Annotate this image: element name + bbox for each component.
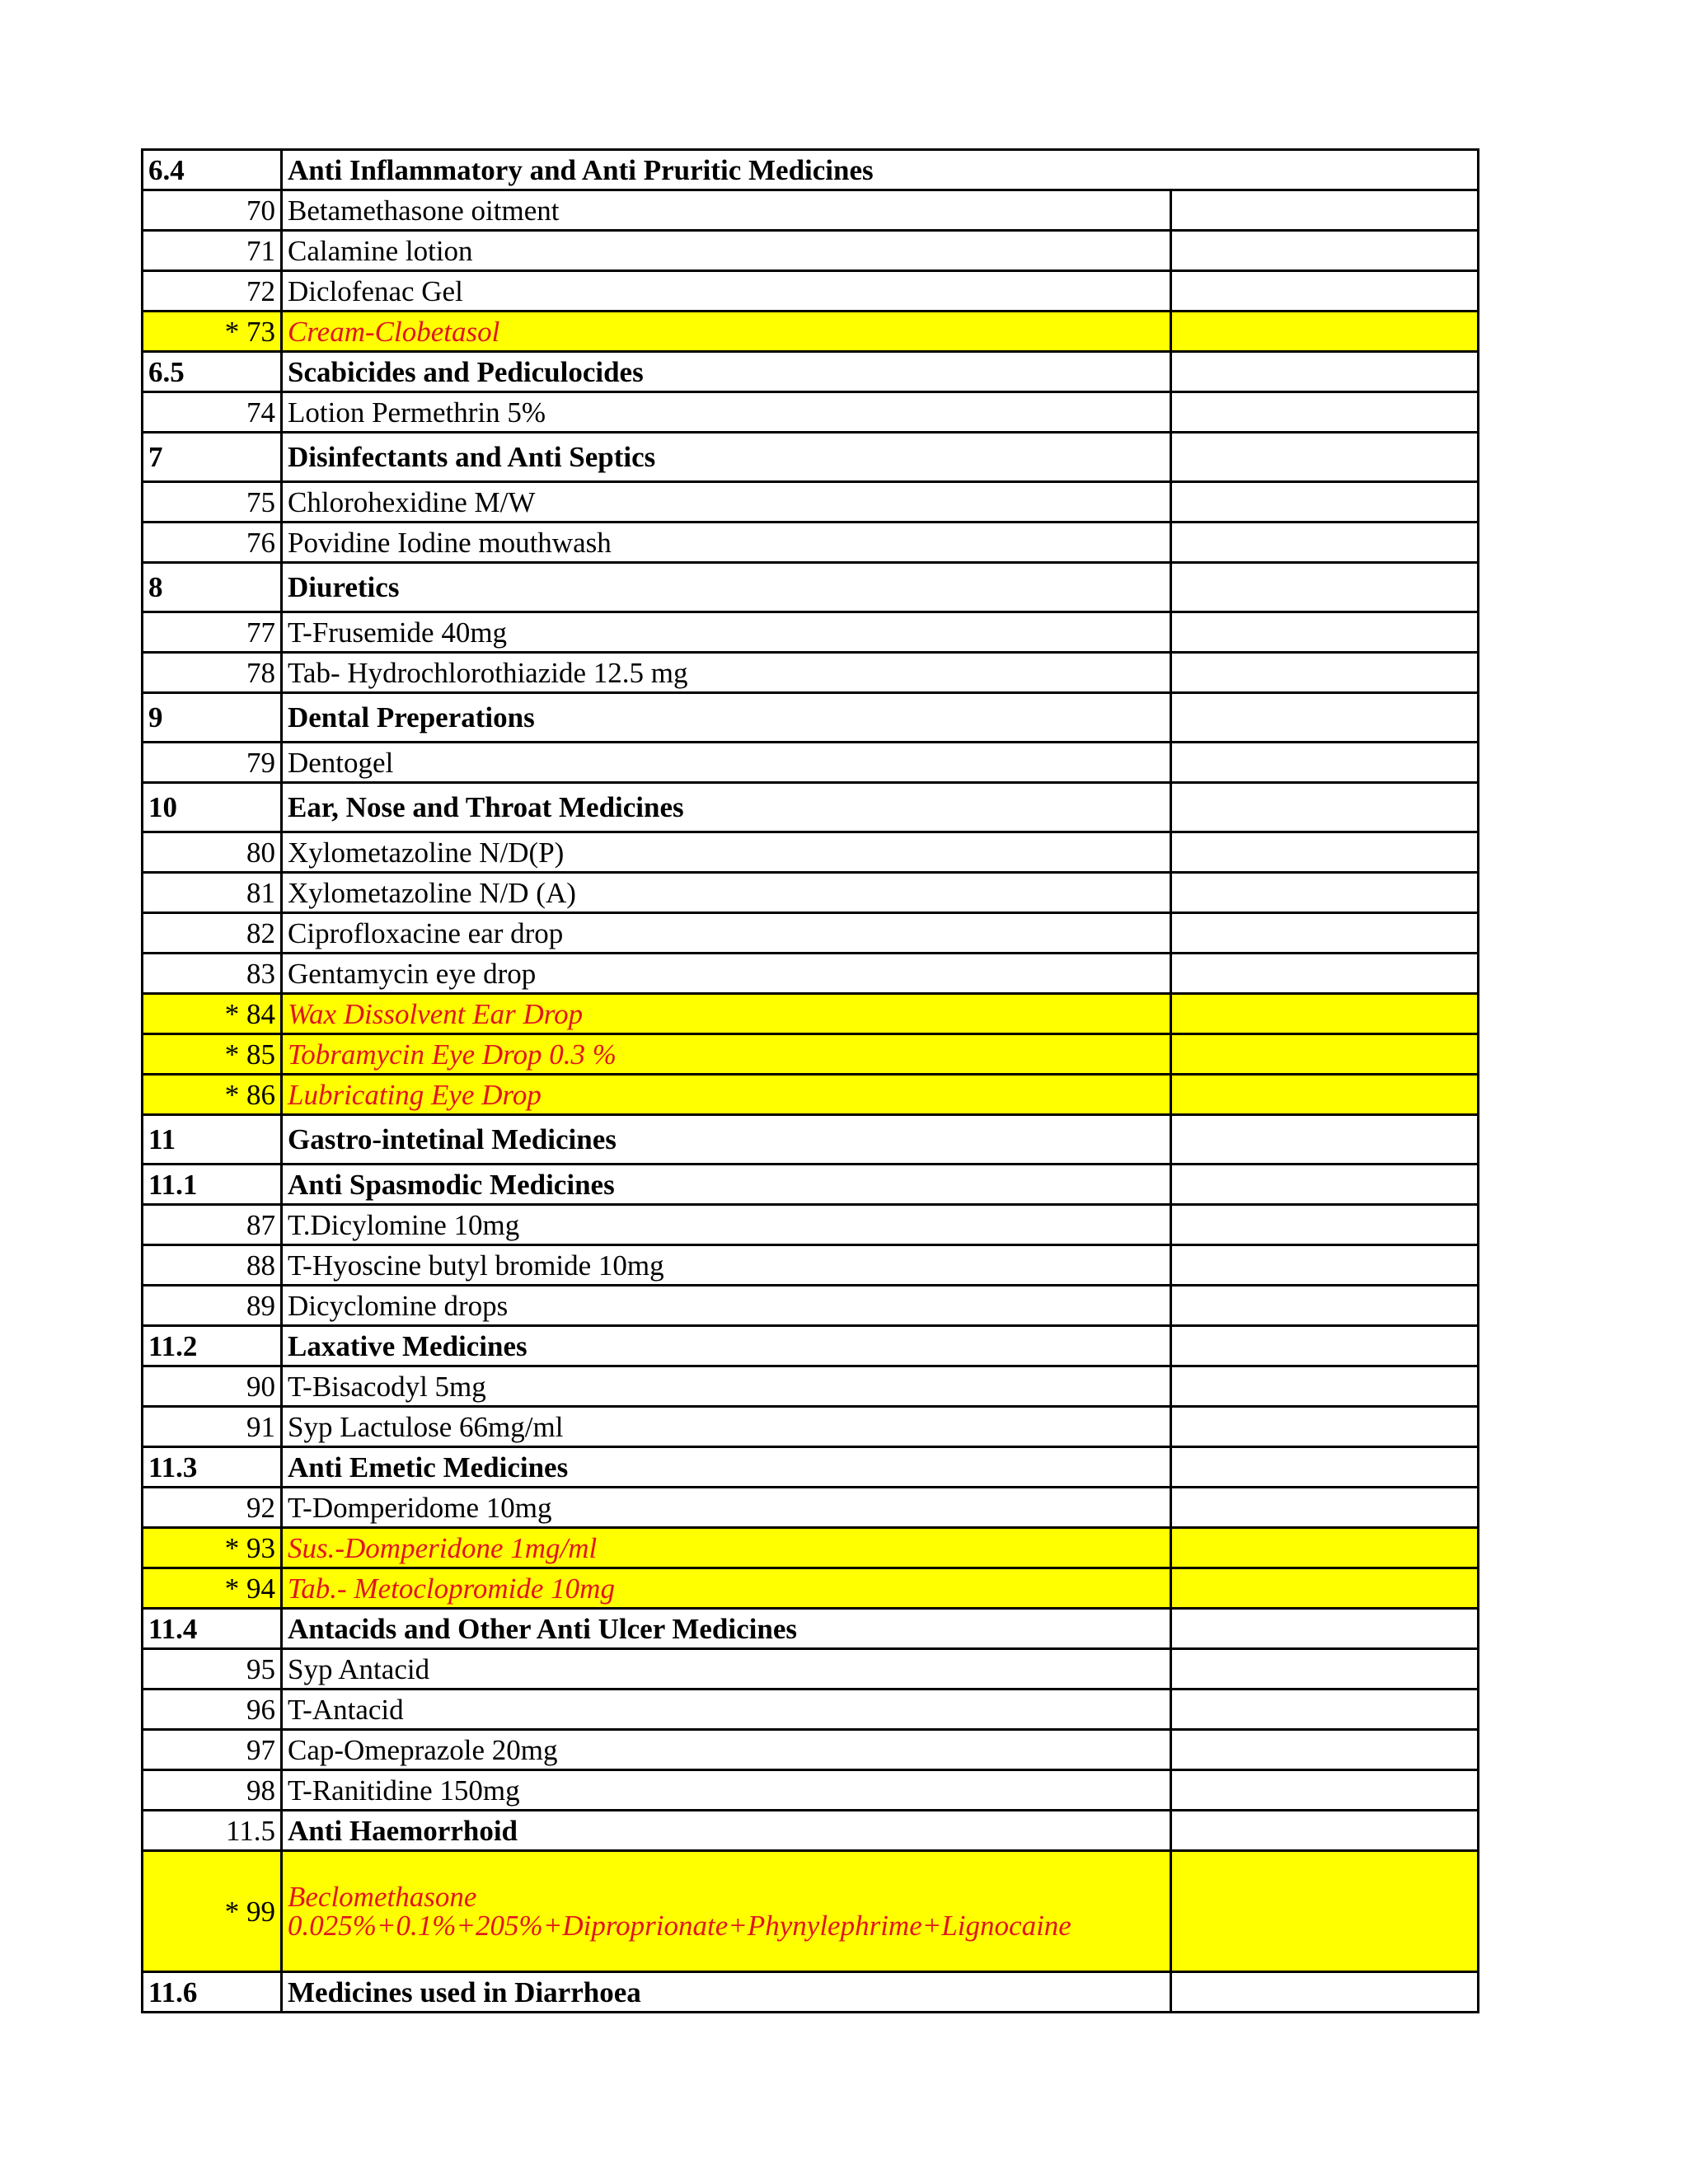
table-row [143,1115,1479,1165]
row-number: 11.3 [143,1447,282,1488]
row-name: T-Domperidome 10mg [282,1488,1171,1528]
table-row [143,1972,1479,2013]
row-extra-cell [1171,1609,1479,1649]
row-name: Anti Inflammatory and Anti Pruritic Medicines [282,150,1479,190]
row-name: Dentogel [282,743,1171,783]
row-name: Xylometazoline N/D (A) [282,873,1171,913]
row-number: * 86 [143,1075,282,1115]
row-extra-cell [1171,1407,1479,1447]
table-row [143,783,1479,832]
table-row [143,1447,1479,1488]
row-number: 6.5 [143,352,282,392]
row-number: 91 [143,1407,282,1447]
row-number: 72 [143,271,282,312]
row-name: Chlorohexidine M/W [282,482,1171,523]
row-name: Sus.-Domperidone 1mg/ml [282,1528,1171,1568]
table-row [143,954,1479,994]
row-number: * 73 [143,312,282,352]
table-row [143,1326,1479,1366]
row-number: 89 [143,1286,282,1326]
row-number: 87 [143,1205,282,1245]
row-number: 11.4 [143,1609,282,1649]
row-name: T-Bisacodyl 5mg [282,1366,1171,1407]
row-name: Wax Dissolvent Ear Drop [282,994,1171,1034]
row-number: 83 [143,954,282,994]
row-extra-cell [1171,1488,1479,1528]
row-name: Xylometazoline N/D(P) [282,832,1171,873]
row-number: 80 [143,832,282,873]
table-row [143,1205,1479,1245]
row-name: T-Frusemide 40mg [282,612,1171,653]
row-name: T-Antacid [282,1690,1171,1730]
row-name: Syp Lactulose 66mg/ml [282,1407,1171,1447]
row-extra-cell [1171,190,1479,231]
table-row [143,1407,1479,1447]
row-name: Diuretics [282,563,1171,612]
row-number: * 85 [143,1034,282,1075]
row-extra-cell [1171,954,1479,994]
table-row [143,352,1479,392]
row-number: 97 [143,1730,282,1770]
row-name: T-Ranitidine 150mg [282,1770,1171,1811]
table-row [143,1286,1479,1326]
row-extra-cell [1171,392,1479,433]
row-name: Anti Spasmodic Medicines [282,1165,1171,1205]
row-name: Anti Haemorrhoid [282,1811,1171,1851]
table-row [143,1568,1479,1609]
row-extra-cell [1171,783,1479,832]
row-name: Calamine lotion [282,231,1171,271]
row-extra-cell [1171,1730,1479,1770]
row-extra-cell [1171,873,1479,913]
table-row [143,1245,1479,1286]
row-number: 82 [143,913,282,954]
row-number: 9 [143,693,282,743]
row-extra-cell [1171,1528,1479,1568]
row-number: * 93 [143,1528,282,1568]
row-extra-cell [1171,1205,1479,1245]
row-name: Ear, Nose and Throat Medicines [282,783,1171,832]
row-name: T.Dicylomine 10mg [282,1205,1171,1245]
table-row [143,312,1479,352]
table-row [143,612,1479,653]
row-name: Gentamycin eye drop [282,954,1171,994]
row-number: * 84 [143,994,282,1034]
table-row [143,1366,1479,1407]
table-row [143,1075,1479,1115]
row-number: 11 [143,1115,282,1165]
medicines-table [141,148,1479,2013]
row-extra-cell [1171,1286,1479,1326]
row-extra-cell [1171,612,1479,653]
row-number: 76 [143,523,282,563]
row-number: 92 [143,1488,282,1528]
row-extra-cell [1171,743,1479,783]
row-extra-cell [1171,1770,1479,1811]
row-extra-cell [1171,433,1479,482]
row-number: 90 [143,1366,282,1407]
row-extra-cell [1171,1115,1479,1165]
table-row [143,392,1479,433]
row-name: Scabicides and Pediculocides [282,352,1171,392]
row-number: 8 [143,563,282,612]
table-row [143,1730,1479,1770]
row-number: 11.5 [143,1811,282,1851]
row-extra-cell [1171,482,1479,523]
table-row [143,832,1479,873]
row-number: 10 [143,783,282,832]
row-number: 6.4 [143,150,282,190]
row-extra-cell [1171,1034,1479,1075]
row-number: 11.6 [143,1972,282,2013]
row-name: Ciprofloxacine ear drop [282,913,1171,954]
row-extra-cell [1171,1811,1479,1851]
row-extra-cell [1171,1326,1479,1366]
row-number: 74 [143,392,282,433]
row-name: Laxative Medicines [282,1326,1171,1366]
row-extra-cell [1171,913,1479,954]
row-extra-cell [1171,1972,1479,2013]
row-number: 71 [143,231,282,271]
table-row [143,523,1479,563]
row-name: Antacids and Other Anti Ulcer Medicines [282,1609,1171,1649]
row-extra-cell [1171,1690,1479,1730]
row-number: 70 [143,190,282,231]
table-row [143,1488,1479,1528]
row-name: Cream-Clobetasol [282,312,1171,352]
row-name: Tab- Hydrochlorothiazide 12.5 mg [282,653,1171,693]
row-extra-cell [1171,994,1479,1034]
table-row [143,1690,1479,1730]
row-name: Diclofenac Gel [282,271,1171,312]
table-row [143,994,1479,1034]
row-name: Dicyclomine drops [282,1286,1171,1326]
row-extra-cell [1171,1075,1479,1115]
row-number: 78 [143,653,282,693]
table-row [143,1811,1479,1851]
row-extra-cell [1171,523,1479,563]
row-number: 81 [143,873,282,913]
row-name: Lubricating Eye Drop [282,1075,1171,1115]
row-extra-cell [1171,352,1479,392]
table-row [143,271,1479,312]
row-extra-cell [1171,1165,1479,1205]
row-number: 95 [143,1649,282,1690]
row-name: Tobramycin Eye Drop 0.3 % [282,1034,1171,1075]
row-number: 11.2 [143,1326,282,1366]
table-row [143,653,1479,693]
table-row [143,1649,1479,1690]
row-number: 98 [143,1770,282,1811]
table-row [143,563,1479,612]
row-number: 75 [143,482,282,523]
table-row [143,1851,1479,1972]
table-row [143,693,1479,743]
row-name: Syp Antacid [282,1649,1171,1690]
table-row [143,190,1479,231]
row-extra-cell [1171,563,1479,612]
table-row [143,150,1479,190]
row-name: Anti Emetic Medicines [282,1447,1171,1488]
row-name: Lotion Permethrin 5% [282,392,1171,433]
row-name: Beclomethasone 0.025%+0.1%+205%+Diproprionate+Phynylephrime+Lignocaine [282,1851,1171,1972]
table-row [143,1165,1479,1205]
row-name: T-Hyoscine butyl bromide 10mg [282,1245,1171,1286]
row-extra-cell [1171,1851,1479,1972]
row-number: * 99 [143,1851,282,1972]
row-name: Disinfectants and Anti Septics [282,433,1171,482]
table-row [143,1770,1479,1811]
table-row [143,433,1479,482]
row-extra-cell [1171,1447,1479,1488]
row-number: * 94 [143,1568,282,1609]
row-name: Cap-Omeprazole 20mg [282,1730,1171,1770]
row-extra-cell [1171,1245,1479,1286]
table-row [143,1528,1479,1568]
row-name: Medicines used in Diarrhoea [282,1972,1171,2013]
table-row [143,1609,1479,1649]
row-number: 96 [143,1690,282,1730]
row-extra-cell [1171,693,1479,743]
row-extra-cell [1171,1568,1479,1609]
row-name: Dental Preperations [282,693,1171,743]
row-number: 77 [143,612,282,653]
row-extra-cell [1171,1366,1479,1407]
row-number: 7 [143,433,282,482]
row-extra-cell [1171,312,1479,352]
row-extra-cell [1171,653,1479,693]
row-extra-cell [1171,231,1479,271]
row-extra-cell [1171,1649,1479,1690]
table-row [143,913,1479,954]
table-row [143,1034,1479,1075]
table-row [143,231,1479,271]
row-name: Betamethasone oitment [282,190,1171,231]
row-name: Gastro-intetinal Medicines [282,1115,1171,1165]
row-number: 79 [143,743,282,783]
table-row [143,482,1479,523]
table-row [143,743,1479,783]
row-number: 11.1 [143,1165,282,1205]
row-extra-cell [1171,832,1479,873]
row-extra-cell [1171,271,1479,312]
table-row [143,873,1479,913]
row-name: Tab.- Metoclopromide 10mg [282,1568,1171,1609]
row-number: 88 [143,1245,282,1286]
row-name: Povidine Iodine mouthwash [282,523,1171,563]
